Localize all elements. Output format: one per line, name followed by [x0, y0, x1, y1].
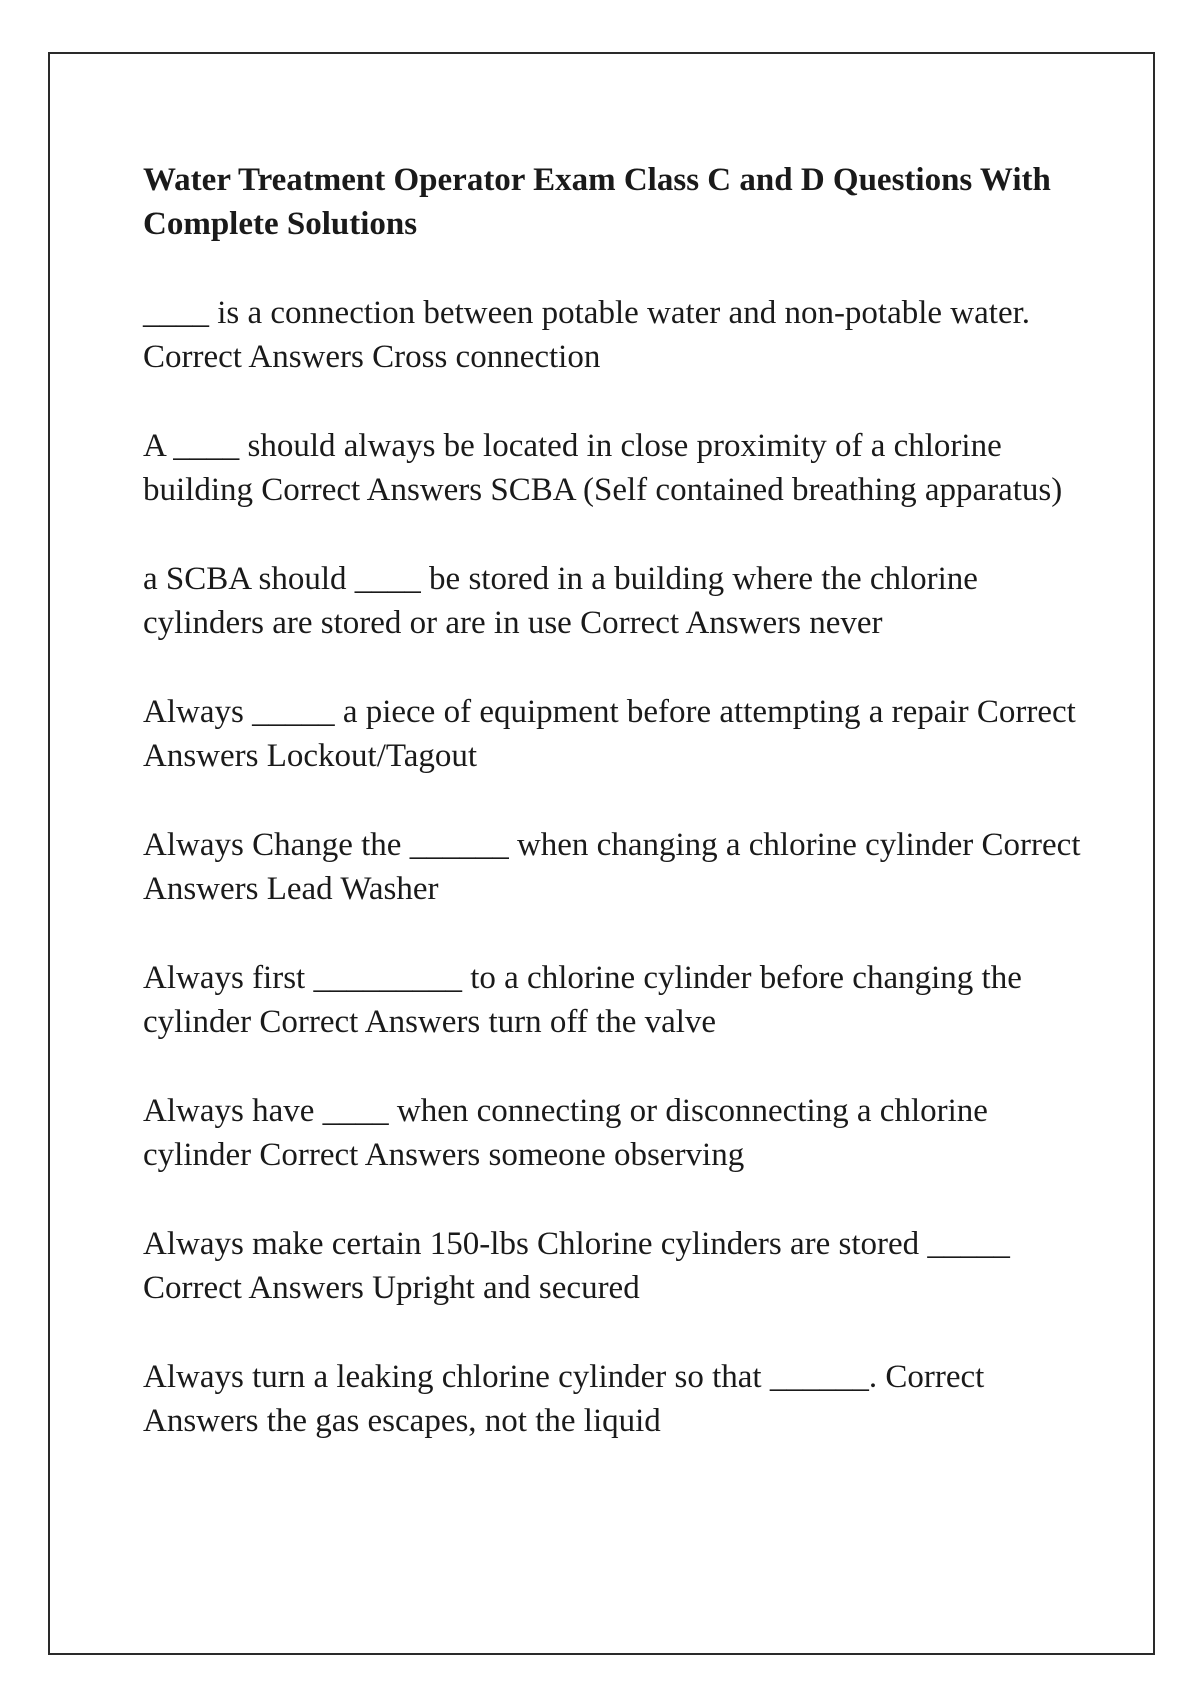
question-text: Always make certain 150-lbs Chlorine cylinders are stored _____ [143, 1226, 1010, 1262]
qa-item [143, 291, 1103, 379]
qa-item [143, 557, 1103, 645]
answer-text: Upright and secured [372, 1270, 640, 1306]
qa-item [143, 956, 1103, 1044]
question-text: ____ is a connection between potable water and non-potable water. [143, 295, 1031, 331]
answer-text: someone observing [488, 1137, 745, 1173]
answer-text: Cross connection [372, 339, 601, 375]
answer-label: Correct Answers [259, 1004, 481, 1040]
answer-label: Correct Answers [580, 605, 801, 641]
answer-text: Lead Washer [266, 871, 439, 907]
question-text: Always turn a leaking chlorine cylinder so that ______. [143, 1359, 878, 1395]
answer-text: the gas escapes, not the liquid [266, 1403, 661, 1439]
qa-item [143, 1089, 1103, 1177]
qa-item [143, 690, 1103, 778]
answer-label: Correct Answers [143, 1270, 364, 1306]
answer-text: never [809, 605, 883, 641]
answer-text: turn off the valve [488, 1004, 717, 1040]
document-page [48, 52, 1155, 1655]
qa-item [143, 1355, 1103, 1443]
document-title: Water Treatment Operator Exam Class C and D Questions With Complete Solutions [143, 162, 1051, 242]
answer-label: Correct Answers [261, 472, 483, 508]
answer-label: Correct Answers [143, 1359, 985, 1439]
answer-text: Lockout/Tagout [266, 738, 478, 774]
answer-text: SCBA (Self contained breathing apparatus) [490, 472, 1063, 508]
question-text: Always have ____ when connecting or disconnecting a chlorine cylinder [143, 1093, 988, 1173]
question-text: a SCBA should ____ be stored in a building where the chlorine cylinders are stored or are in use [143, 561, 978, 641]
question-text: Always Change the ______ when changing a chlorine cylinder [143, 827, 974, 863]
qa-item [143, 1222, 1103, 1310]
qa-item [143, 823, 1103, 911]
question-text: Always _____ a piece of equipment before attempting a repair [143, 694, 969, 730]
qa-item [143, 424, 1103, 512]
answer-label: Correct Answers [259, 1137, 481, 1173]
answer-label: Correct Answers [143, 694, 1076, 774]
document-content [143, 158, 1103, 1488]
answer-label: Correct Answers [143, 339, 364, 375]
question-text: A ____ should always be located in close proximity of a chlorine building [143, 428, 1002, 508]
answer-label: Correct Answers [143, 827, 1081, 907]
question-text: Always first _________ to a chlorine cylinder before changing the cylinder [143, 960, 1022, 1040]
